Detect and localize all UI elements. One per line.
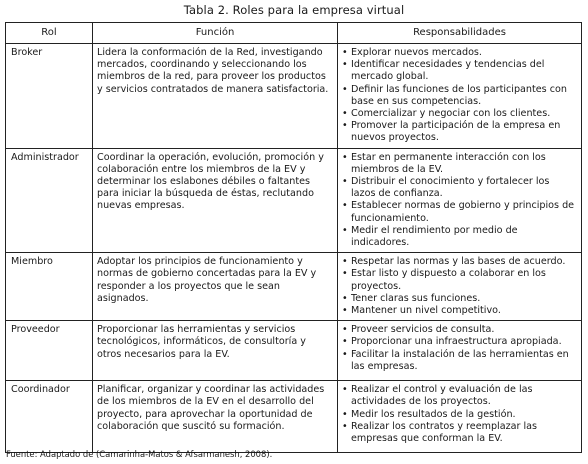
- funcion-cell: Adoptar los principios de funcionamiento y normas de gobierno concertadas para la EV y responder a los proyectos que le sean asignados.: [93, 253, 338, 321]
- responsibility-item: • Definir las funciones de los participantes con base en sus competencias.: [342, 84, 576, 108]
- rol-cell: Administrador: [6, 148, 93, 253]
- rol-cell: Miembro: [6, 253, 93, 321]
- table-row-coordinador: [6, 381, 582, 453]
- responsibility-item: • Proporcionar una infraestructura apropiada.: [342, 336, 576, 348]
- responsibility-item: • Explorar nuevos mercados.: [342, 47, 576, 59]
- header-funcion: Función: [93, 23, 338, 44]
- responsibility-item: • Promover la participación de la empresa en nuevos proyectos.: [342, 120, 576, 144]
- responsibility-item: • Medir los resultados de la gestión.: [342, 409, 576, 421]
- header-rol: Rol: [6, 23, 93, 44]
- funcion-cell: Lidera la conformación de la Red, investigando mercados, coordinando y seleccionando los miembros de la red, para proveer los productos y servicios contratados de manera satisfactoria.: [93, 44, 338, 149]
- responsabilidades-cell: [338, 321, 582, 381]
- responsabilidades-cell: [338, 253, 582, 321]
- table-row-miembro: [6, 253, 582, 321]
- roles-table: [5, 22, 582, 453]
- funcion-cell: Coordinar la operación, evolución, promoción y colaboración entre los miembros de la EV y determinar los eslabones débiles o faltantes para iniciar la búsqueda de éstas, reclutando nuevas empresas.: [93, 148, 338, 253]
- table-title: Tabla 2. Roles para la empresa virtual: [183, 3, 405, 17]
- funcion-cell: Planificar, organizar y coordinar las actividades de los miembros de la EV en el desarrollo del proyecto, para aprovechar la oportunidad de colaboración que suscitó su formación.: [93, 381, 338, 453]
- responsibility-item: • Medir el rendimiento por medio de indicadores.: [342, 225, 576, 249]
- responsibility-item: • Identificar necesidades y tendencias del mercado global.: [342, 59, 576, 83]
- responsibility-item: • Estar listo y dispuesto a colaborar en los proyectos.: [342, 268, 576, 292]
- rol-cell: Proveedor: [6, 321, 93, 381]
- responsibility-item: • Mantener un nivel competitivo.: [342, 305, 576, 317]
- responsabilidades-cell: [338, 381, 582, 453]
- table-row-broker: [6, 44, 582, 149]
- header-responsabilidades: Responsabilidades: [338, 23, 582, 44]
- responsibility-item: • Establecer normas de gobierno y principios de funcionamiento.: [342, 200, 576, 224]
- funcion-cell: Proporcionar las herramientas y servicios tecnológicos, informáticos, de consultoría y otros necesarios para la EV.: [93, 321, 338, 381]
- responsibility-item: • Facilitar la instalación de las herramientas en las empresas.: [342, 349, 576, 373]
- responsibility-item: • Proveer servicios de consulta.: [342, 324, 576, 336]
- rol-cell: Coordinador: [6, 381, 93, 453]
- table-row-proveedor: [6, 321, 582, 381]
- responsibility-item: • Respetar las normas y las bases de acuerdo.: [342, 256, 576, 268]
- table-row-administrador: [6, 148, 582, 253]
- rol-cell: Broker: [6, 44, 93, 149]
- responsibility-item: • Tener claras sus funciones.: [342, 293, 576, 305]
- responsabilidades-cell: [338, 44, 582, 149]
- responsibility-item: • Comercializar y negociar con los clientes.: [342, 108, 576, 120]
- responsibility-item: • Realizar el control y evaluación de las actividades de los proyectos.: [342, 384, 576, 408]
- responsibility-item: • Distribuir el conocimiento y fortalecer los lazos de confianza.: [342, 176, 576, 200]
- table-header-row: [6, 23, 582, 44]
- responsabilidades-cell: [338, 148, 582, 253]
- responsibility-item: • Realizar los contratos y reemplazar las empresas que conforman la EV.: [342, 421, 576, 445]
- responsibility-item: • Estar en permanente interacción con los miembros de la EV.: [342, 152, 576, 176]
- source-note: Fuente: Adaptado de (Camarinha-Matos & Afsarmanesh, 2008).: [6, 449, 273, 459]
